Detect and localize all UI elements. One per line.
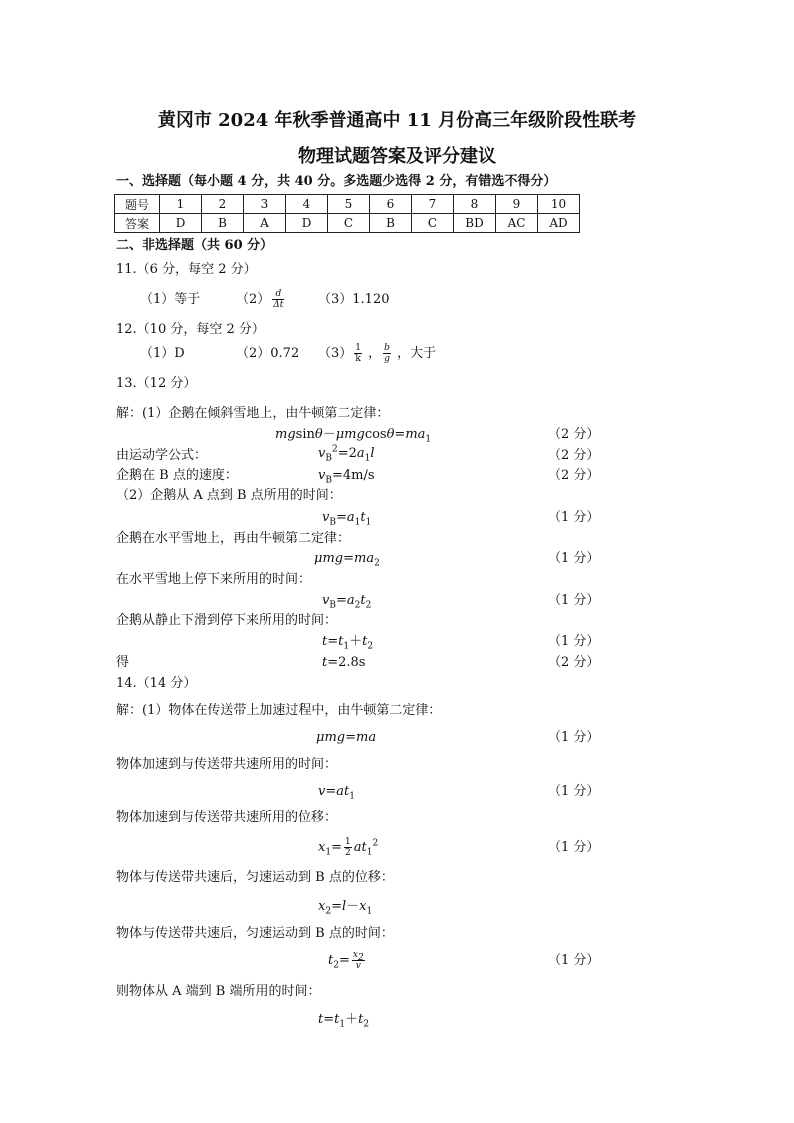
formula: $t_2=$ $\frac{x_2}{v}$ xyxy=(328,950,364,971)
table-row xyxy=(115,195,580,214)
q11-part1: （1）等于 xyxy=(140,292,201,307)
q12-header: 12.（10 分，每空 2 分） xyxy=(116,322,265,337)
score: （2 分） xyxy=(548,427,600,442)
table-cell: AC xyxy=(496,214,538,233)
fraction: $\frac{x_2}{v}$ xyxy=(352,950,364,971)
table-cell: C xyxy=(412,214,454,233)
formula: $v=at_1$ xyxy=(318,784,355,802)
score: （1 分） xyxy=(548,840,600,855)
table-cell: 10 xyxy=(538,195,580,214)
table-label-q: 题号 xyxy=(115,195,160,214)
q14-header: 14.（14 分） xyxy=(116,676,197,691)
q11-part2-label: （2） xyxy=(236,292,271,307)
table-cell: 5 xyxy=(328,195,370,214)
formula: $t=t_1+t_2$ xyxy=(318,1012,370,1030)
q13-line: 解：(1）企鹅在倾斜雪地上，由牛顿第二定律： xyxy=(116,406,390,421)
table-cell: 6 xyxy=(370,195,412,214)
score: （1 分） xyxy=(548,593,600,608)
answer-table xyxy=(114,194,580,233)
q14-line: 物体加速到与传送带共速所用的位移： xyxy=(116,810,338,825)
section2-heading: 二、非选择题（共 60 分） xyxy=(116,238,274,253)
q13-header: 13.（12 分） xyxy=(116,376,197,391)
q14-line: 物体与传送带共速后，匀速运动到 B 点的位移： xyxy=(116,870,394,885)
formula: t=2.8s xyxy=(322,655,366,670)
section1-heading: 一、选择题（每小题 4 分，共 40 分。多选题少选得 2 分，有错选不得分） xyxy=(116,174,557,189)
q13-line: 企鹅在 B 点的速度： xyxy=(116,468,238,483)
q11-part3: （3）1.120 xyxy=(318,292,390,307)
table-cell: C xyxy=(328,214,370,233)
table-label-a: 答案 xyxy=(115,214,160,233)
table-cell: A xyxy=(244,214,286,233)
formula: $v_B=a_2t_2$ xyxy=(322,593,372,611)
table-cell: B xyxy=(202,214,244,233)
q13-line: 企鹅在水平雪地上，再由牛顿第二定律： xyxy=(116,531,351,546)
score: （1 分） xyxy=(548,953,600,968)
q11-header: 11.（6 分，每空 2 分） xyxy=(116,262,257,277)
q12-part1: （1）D xyxy=(140,346,185,361)
formula: $\mu mg=ma_2$ xyxy=(314,551,380,569)
table-cell: BD xyxy=(454,214,496,233)
score: （2 分） xyxy=(548,468,600,483)
page-title: 黄冈市 2024 年秋季普通高中 11 月份高三年级阶段性联考 xyxy=(157,110,637,131)
score: （2 分） xyxy=(548,448,600,463)
table-cell: 8 xyxy=(454,195,496,214)
table-cell: D xyxy=(160,214,202,233)
formula: $v_B=a_1t_1$ xyxy=(322,510,372,528)
q13-line: （2）企鹅从 A 点到 B 点所用的时间： xyxy=(116,488,342,503)
table-cell: 1 xyxy=(160,195,202,214)
q13-line: 由运动学公式： xyxy=(116,448,208,463)
q13-line: 企鹅从静止下滑到停下来所用的时间： xyxy=(116,613,338,628)
table-cell: D xyxy=(286,214,328,233)
q12-part2: （2）0.72 xyxy=(236,346,300,361)
score: （2 分） xyxy=(548,655,600,670)
score: （1 分） xyxy=(548,551,600,566)
score: （1 分） xyxy=(548,510,600,525)
score: （1 分） xyxy=(548,634,600,649)
table-cell: B xyxy=(370,214,412,233)
q14-line: 物体加速到与传送带共速所用的时间： xyxy=(116,757,338,772)
q13-line: 得 xyxy=(116,655,130,670)
fraction: $\frac{1}{2}$ xyxy=(344,837,351,858)
score: （1 分） xyxy=(548,730,600,745)
q11-part2 xyxy=(236,286,286,314)
table-cell: AD xyxy=(538,214,580,233)
formula: $v_B=4m/s$ xyxy=(318,468,375,486)
table-cell: 2 xyxy=(202,195,244,214)
q14-line: 解：(1）物体在传送带上加速过程中，由牛顿第二定律： xyxy=(116,703,442,718)
table-cell: 7 xyxy=(412,195,454,214)
formula: $x_1=$ $\frac{1}{2}$ $at_1^2$ xyxy=(318,837,379,858)
q14-line: 物体与传送带共速后，匀速运动到 B 点的时间： xyxy=(116,926,394,941)
q12-part3: （3） $\frac{1}{k}$ ， $\frac{b}{g}$ ，大于 xyxy=(318,343,437,364)
page-subtitle: 物理试题答案及评分建议 xyxy=(298,146,496,167)
table-cell: 4 xyxy=(286,195,328,214)
fraction: $\frac{d}{\Delta t}$ xyxy=(273,289,284,310)
formula: $t=t_1+t_2$ xyxy=(322,634,374,652)
score: （1 分） xyxy=(548,784,600,799)
q14-line: 则物体从 A 端到 B 端所用的时间： xyxy=(116,984,321,999)
formula: μmg=ma xyxy=(316,730,377,745)
formula: $x_2=l-x_1$ xyxy=(318,899,373,917)
fraction: $\frac{1}{k}$ xyxy=(355,343,362,364)
fraction: $\frac{b}{g}$ xyxy=(384,343,390,364)
q13-line: 在水平雪地上停下来所用的时间： xyxy=(116,572,312,587)
formula: $v_B^2=2a_1l$ xyxy=(318,444,375,464)
formula: $mgsin\theta-\mu mgcos\theta=ma_1$ xyxy=(275,427,432,445)
table-cell: 3 xyxy=(244,195,286,214)
table-row xyxy=(115,214,580,233)
table-cell: 9 xyxy=(496,195,538,214)
